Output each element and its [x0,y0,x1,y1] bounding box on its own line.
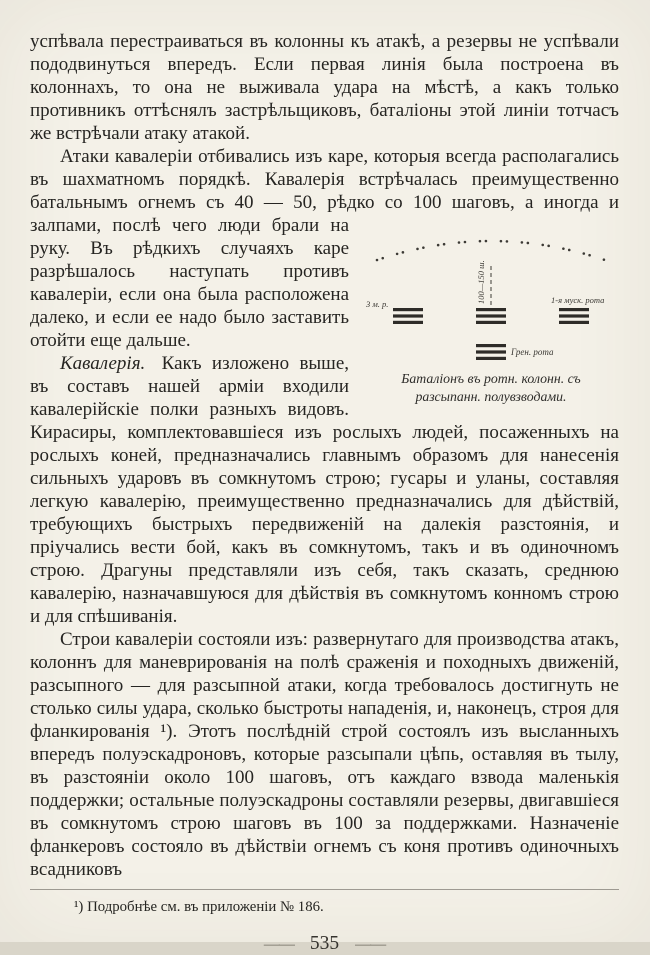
distance-label: 100—150 ш. [476,260,486,304]
figure-caption [363,370,619,405]
paragraph-3-text: Какъ изложено выше, въ составъ нашей арміи входили кавалерійскіе полки разныхъ видовъ. Кирасиры, комплектовавшіеся изъ рослыхъ людей, посаженныхъ на рослыхъ коней, предназначались главнымъ образомъ для нанесенія сильныхъ ударовъ въ сомкнутомъ строю; гусары и уланы, составляя легкую кавалерію, преимущественно предназначались для дѣйствій, требующихъ быстрыхъ передвиженій на далекія разстоянія, и пріучались вести бой, какъ въ сомкнутомъ, такъ и въ одиночномъ строю. Драгуны представляли изъ себя, такъ сказать, среднюю кавалерію, назначавшуюся для дѣйствія въ сомкнутомъ конномъ строю и для спѣшиванія. [30,353,619,627]
figure-caption-line-2: разсыпанн. полувзводами. [415,388,567,404]
page-number: 535 [309,933,340,955]
battalion-figure [363,216,619,405]
paragraph-2 [30,145,620,404]
paragraph-1: успѣвала перестраиваться въ колонны къ атакѣ, а резервы не успѣвали пододвинуться впередъ. Если первая линія была построена въ колоннахъ, то она не выживала удара на мѣстѣ, а какъ только противникъ оттѣснялъ застрѣльщиковъ, баталіоны этой линіи тотчасъ же встрѣчали атаку атакой. [30,31,619,144]
grenadier-label: Грен. рота [511,347,554,357]
skirmish-line-dots [377,241,605,260]
company-label-right: 1-я муск. рота [551,295,605,305]
battalion-diagram [365,216,617,366]
company-column-left [393,308,423,324]
company-column-right [559,308,589,324]
footnote-rule [30,889,619,890]
footnote: ¹) Подробнѣе см. въ приложеніи № 186. [74,899,324,915]
page-footer [30,933,619,955]
paragraph-2-end: а иногда и залпами, послѣ чего люди брали на руку. Въ рѣдкихъ случаяхъ каре разрѣшалось наступать противъ кавалеріи, если она была расположена далеко, и если ее надо было заставить отойти еще дальше. [30,192,620,351]
page-number-right-dash: —— [355,936,386,954]
paragraph-3-lead: Кавалерія. [60,353,146,374]
footnote-block [30,881,619,955]
page-number-left-dash: —— [263,936,294,954]
body-text [30,30,619,881]
paragraph-4: Строи кавалеріи состояли изъ: развернутаго для производства атакъ, колоннъ для маневрированія на полѣ сраженія и походныхъ движеній, разсыпного — для разсыпной атаки, когда требовалось достигнуть не столько силы удара, сколько быстроты нападенія, и, наконецъ, строя для фланкированія ¹). Этотъ послѣдній строй состоялъ изъ высланныхъ впередъ полуэскадроновъ, которые разсыпали цѣпь, оставляя въ тылу, въ разстояніи около 100 шаговъ, отъ каждаго взвода маленькія поддержки; остальные полуэскадроны составляли резервы, двигавшіеся въ сомкнутомъ строю шаговъ въ 100 за поддержками. Назначеніе фланкеровъ состояло въ дѣйствіи огнемъ съ коня противъ одиночныхъ всадниковъ [30,629,619,880]
paragraph-2-start: Атаки кавалеріи отбивались изъ каре, которыя всегда располагались въ шахматномъ порядкѣ. Кавалерія встрѣчалась преимущественно батальнымъ огнемъ съ 40 — 50, рѣдко со 100 шаговъ, [30,146,619,213]
figure-caption-line-1: Баталіонъ въ ротн. колонн. съ [401,371,581,386]
grenadier-column [476,344,506,360]
company-column-middle [476,308,506,324]
company-label-left: 3 м. р. [366,299,389,309]
